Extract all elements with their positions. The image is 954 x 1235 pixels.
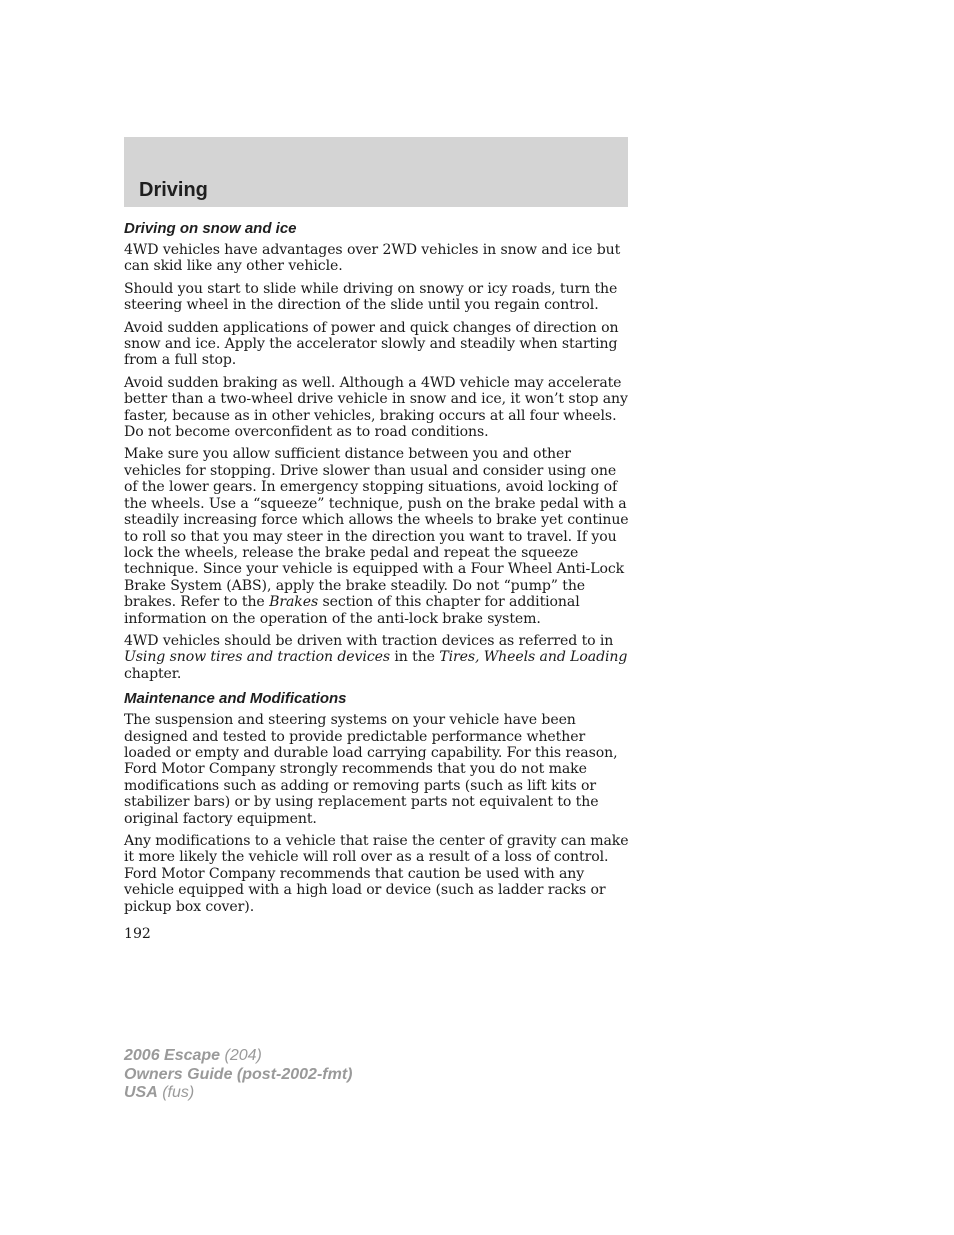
page-number: 192 bbox=[124, 926, 151, 942]
text-run: chapter. bbox=[124, 665, 182, 682]
footer-line bbox=[124, 1084, 352, 1103]
paragraph: The suspension and steering systems on your vehicle have been designed and tested to provide predictable performance whether loaded or empty and durable load carrying capability. For this reason, Ford Motor Company strongly recommends that you do not make modifications such as adding or removing parts (such as lift kits or stabilizer bars) or by using replacement parts not equivalent to the original factory equipment. bbox=[124, 712, 618, 827]
paragraph: Avoid sudden applications of power and quick changes of direction on snow and ice. Apply the accelerator slowly and steadily when starting from a full stop. bbox=[124, 319, 619, 369]
document-footer bbox=[124, 1047, 352, 1103]
text-run: in the bbox=[390, 649, 440, 666]
footer-guide: Owners Guide (post-2002-fmt) bbox=[124, 1065, 353, 1083]
footer-market: USA bbox=[124, 1084, 158, 1101]
section-heading-snow-ice: Driving on snow and ice bbox=[124, 220, 297, 237]
footer-code: (204) bbox=[220, 1047, 262, 1064]
paragraph bbox=[124, 633, 630, 682]
text-run: 4WD vehicles should be driven with traction devices as referred to in bbox=[124, 632, 614, 649]
paragraph: Should you start to slide while driving on snowy or icy roads, turn the steering wheel in the direction of the slide until you regain control. bbox=[124, 280, 618, 314]
footer-model: 2006 Escape bbox=[124, 1047, 221, 1064]
page-content bbox=[124, 220, 630, 921]
footer-line bbox=[124, 1047, 352, 1066]
section-heading-maintenance: Maintenance and Modifications bbox=[124, 690, 347, 708]
paragraph: 4WD vehicles have advantages over 2WD vehicles in snow and ice but can skid like any other vehicle. bbox=[124, 242, 621, 275]
text-run: section of this chapter for additional information on the operation of the anti-lock brake system. bbox=[124, 594, 580, 627]
paragraph bbox=[124, 446, 630, 626]
paragraph: Any modifications to a vehicle that raise the center of gravity can make it more likely the vehicle will roll over as a result of a loss of control. Ford Motor Company recommends that caution be used with any vehicle equipped with a high load or device (such as ladder racks or pickup box cover). bbox=[124, 833, 629, 915]
cross-reference-tires-chapter: Tires, Wheels and Loading bbox=[439, 649, 628, 666]
paragraph: Avoid sudden braking as well. Although a 4WD vehicle may accelerate better than a two-wheel drive vehicle in snow and ice, it won’t stop any faster, because as in other vehicles, braking occurs at all four wheels. Do not become overconfident as to road conditions. bbox=[124, 374, 628, 441]
footer-market-code: (fus) bbox=[157, 1084, 195, 1101]
cross-reference-brakes: Brakes bbox=[269, 594, 319, 611]
chapter-header-band bbox=[124, 137, 628, 207]
chapter-title: Driving bbox=[139, 179, 208, 201]
footer-line bbox=[124, 1066, 352, 1085]
text-run: Make sure you allow sufficient distance between you and other vehicles for stopping. Drive slower than usual and consider using one of the lower gears. In emergency stopping situations, avoid locking of the wheels. Use a “squeeze” technique, push on the brake pedal with a steadily increasing force which allows the wheels to brake yet continue to roll so that you may steer in the direction you want to travel. If you lock the wheels, release the brake pedal and repeat the squeeze technique. Since your vehicle is equipped with a Four Wheel Anti-Lock Brake System (ABS), apply the brake steadily. Do not “pump” the brakes. Refer to the bbox=[124, 446, 629, 611]
cross-reference-snow-tires: Using snow tires and traction devices bbox=[124, 649, 390, 666]
